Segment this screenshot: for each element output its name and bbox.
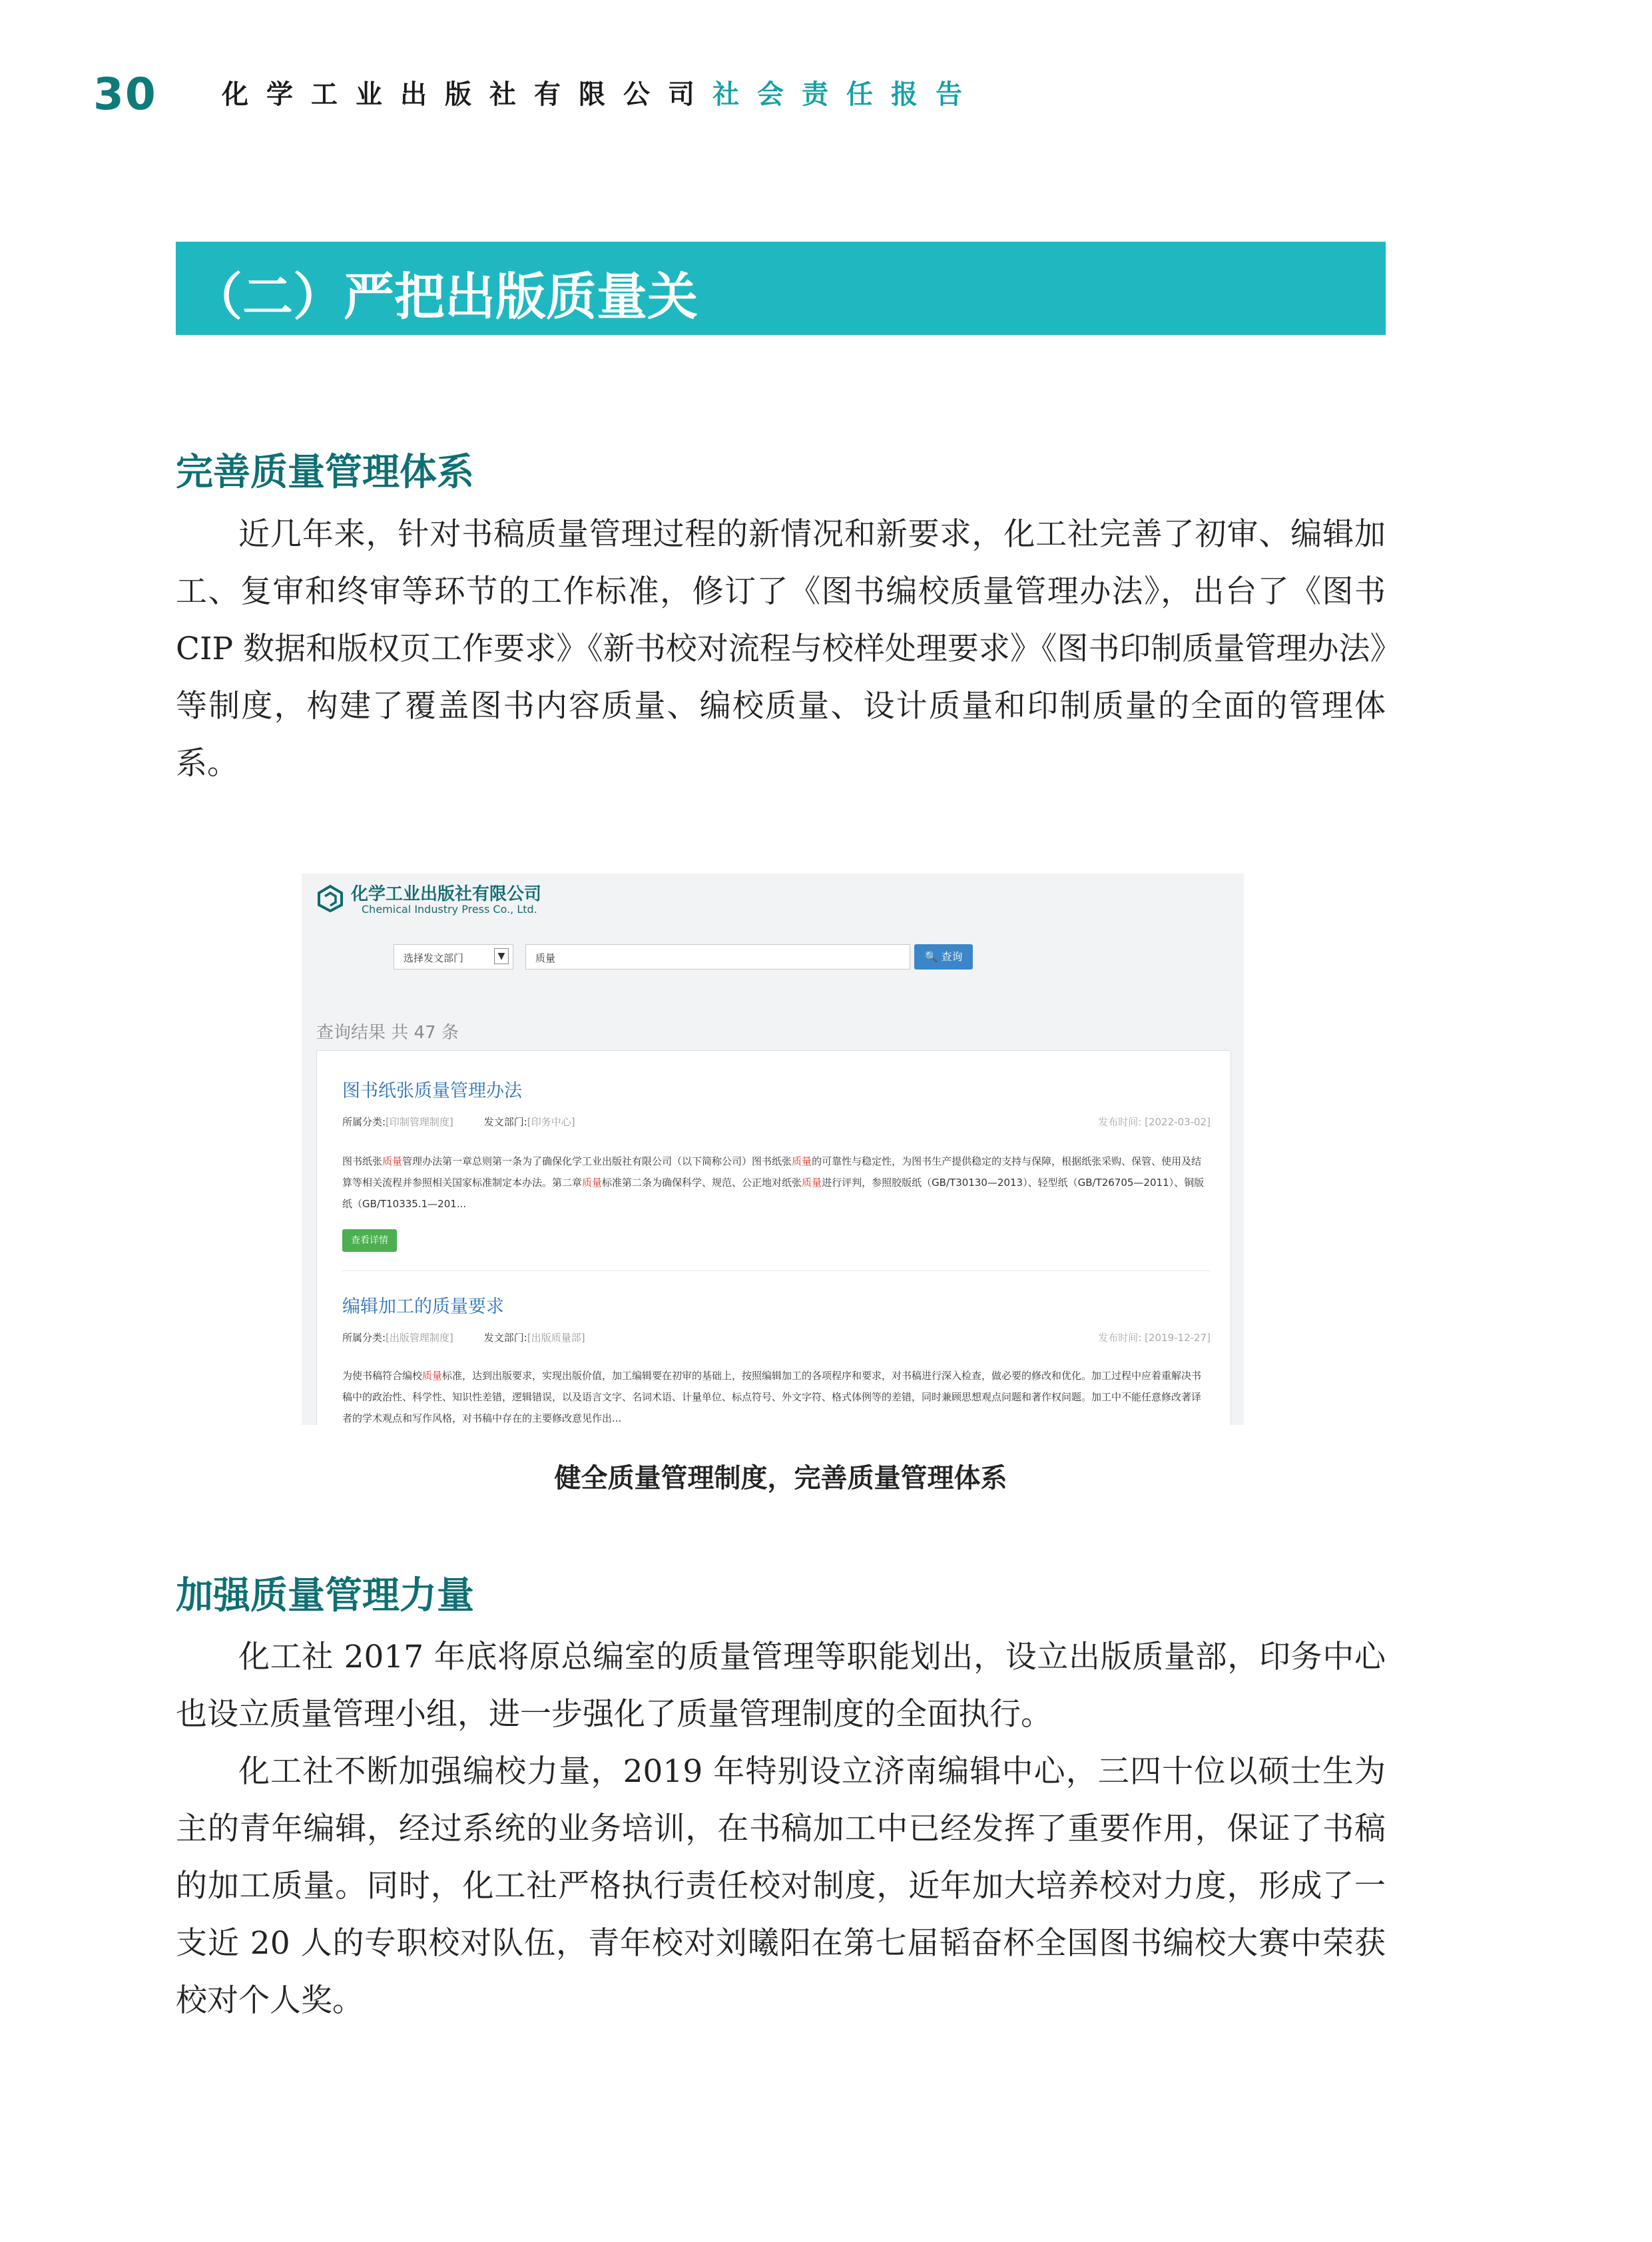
search-input[interactable] xyxy=(525,944,910,970)
running-head xyxy=(222,73,980,111)
press-logo-english: Chemical Industry Press Co., Ltd. xyxy=(362,903,537,916)
press-logo-name: 化学工业出版社有限公司 xyxy=(351,884,542,904)
paragraph-text: 近几年来，针对书稿质量管理过程的新情况和新要求，化工社完善了初审、编辑加工、复审和终审等环节的工作标准，修订了《图书编校质量管理办法》，出台了《图书 CIP 数据和版权页工作要求》《新书校对流程与校样处理要求》《图书印制质量管理办法》等制度，构建了覆盖图书内容质量、编校质量、设计质量和印制质量的全面的管理体系。 xyxy=(176,516,1386,782)
results-list xyxy=(316,1050,1231,1425)
result-meta: 所属分类:[出版管理制度] 发文部门:[出版质量部] xyxy=(342,1332,585,1344)
query-button-label: 查询 xyxy=(941,950,963,963)
subheading-quality-strength: 加强质量管理力量 xyxy=(176,1574,474,1617)
page-number: 30 xyxy=(93,69,157,120)
publisher-name: 化学工业出版社有限公司 xyxy=(222,79,712,110)
figure-caption: 健全质量管理制度，完善质量管理体系 xyxy=(554,1463,1007,1494)
result-count: 查询结果 共 47 条 xyxy=(316,1023,459,1043)
result-excerpt: 图书纸张质量管理办法第一章总则第一条为了确保化学工业出版社有限公司（以下简称公司）图书纸张质量的可靠性与稳定性，为图书生产提供稳定的支持与保障，根据纸张采购、保管、使用及结算等相关流程并参照相关国家标准制定本办法。第二章质量标准第二条为确保科学、规范、公正地对纸张质量进行评判，参照胶版纸（GB/T30130—2013）、轻型纸（GB/T26705—2011）、铜版纸（GB/T10335.1—201... xyxy=(342,1155,1205,1210)
view-details-button[interactable]: 查看详情 xyxy=(342,1229,397,1252)
press-logo-icon xyxy=(315,883,346,914)
paragraph-text: 化工社 2017 年底将原总编室的质量管理等职能划出，设立出版质量部，印务中心也设立质量管理小组，进一步强化了质量管理制度的全面执行。 xyxy=(176,1639,1386,1733)
result-divider xyxy=(342,1270,1211,1271)
search-input-value: 质量 xyxy=(535,952,556,964)
department-select-value: 选择发文部门 xyxy=(404,952,464,964)
query-button[interactable] xyxy=(914,944,973,970)
paragraph-quality-strength xyxy=(176,1629,1386,2030)
result-title[interactable]: 编辑加工的质量要求 xyxy=(342,1296,504,1317)
section-title: （二）严把出版质量关 xyxy=(192,267,698,326)
result-meta: 所属分类:[印制管理制度] 发文部门:[印务中心] xyxy=(342,1116,575,1128)
report-name: 社会责任报告 xyxy=(712,79,980,110)
section-banner xyxy=(176,242,1386,335)
embedded-screenshot xyxy=(302,874,1244,1425)
result-title[interactable]: 图书纸张质量管理办法 xyxy=(342,1081,522,1101)
result-date: 发布时间: [2019-12-27] xyxy=(1098,1332,1211,1344)
search-icon: 🔍 xyxy=(924,950,938,963)
result-date: 发布时间: [2022-03-02] xyxy=(1098,1116,1211,1128)
chevron-down-icon[interactable]: ▼ xyxy=(494,948,509,964)
department-select[interactable] xyxy=(394,944,513,970)
subheading-quality-system: 完善质量管理体系 xyxy=(176,451,474,494)
paragraph-quality-system xyxy=(176,506,1386,792)
paragraph-text: 化工社不断加强编校力量，2019 年特别设立济南编辑中心，三四十位以硕士生为主的青年编辑，经过系统的业务培训，在书稿加工中已经发挥了重要作用，保证了书稿的加工质量。同时，化工社严格执行责任校对制度，近年加大培养校对力度，形成了一支近 20 人的专职校对队伍，青年校对刘曦阳在第七届韬奋杯全国图书编校大赛中荣获校对个人奖。 xyxy=(176,1753,1386,2019)
result-excerpt: 为使书稿符合编校质量标准，达到出版要求，实现出版价值，加工编辑要在初审的基础上，按照编辑加工的各项程序和要求，对书稿进行深入检查，做必要的修改和优化。加工过程中应着重解决书稿中的政治性、科学性、知识性差错，逻辑错误，以及语言文字、名词术语、计量单位、标点符号、外文字符、格式体例等的差错，同时兼顾思想观点问题和著作权问题。加工中不能任意修改著译者的学术观点和写作风格，对书稿中存在的主要修改意见作出... xyxy=(342,1370,1202,1424)
